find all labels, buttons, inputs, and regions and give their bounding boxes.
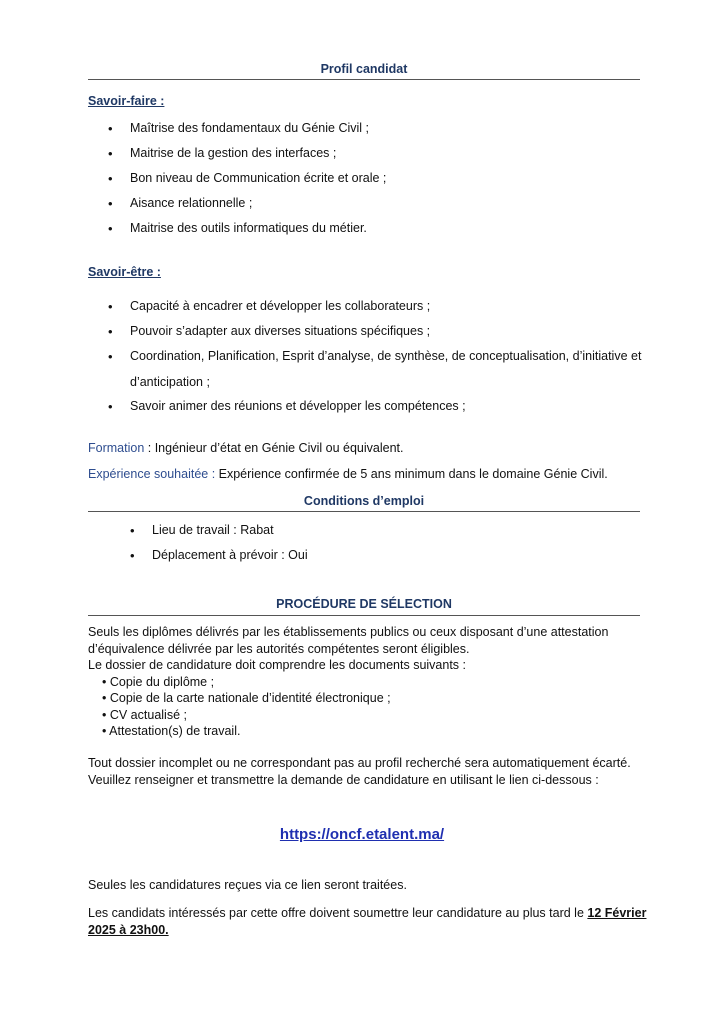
experience-value: Expérience confirmée de 5 ans minimum dans le domaine Génie Civil. <box>215 467 608 481</box>
profil-title: Profil candidat <box>320 62 408 76</box>
deadline-prefix: Les candidats intéressés par cette offre doivent soumettre leur candidature au plus tard le <box>88 906 588 920</box>
paragraph-line: Le dossier de candidature doit comprendre les documents suivants : <box>88 658 466 672</box>
deadline-paragraph <box>88 905 648 938</box>
list-item: • Copie de la carte nationale d’identité électronique ; <box>102 691 391 705</box>
conditions-list <box>130 518 308 568</box>
procedure-rule <box>88 615 640 616</box>
savoir-etre-list <box>108 294 641 369</box>
list-item: • Bon niveau de Communication écrite et orale ; <box>108 166 386 191</box>
list-item: • Maitrise de la gestion des interfaces ; <box>108 141 386 166</box>
application-link[interactable]: https://oncf.etalent.ma/ <box>279 826 445 843</box>
experience-line <box>88 467 608 481</box>
experience-label: Expérience souhaitée : <box>88 467 216 481</box>
formation-value: : Ingénieur d’état en Génie Civil ou équivalent. <box>144 441 404 455</box>
deadline-date: 12 Février <box>587 906 647 920</box>
list-item: • Aisance relationnelle ; <box>108 191 386 216</box>
procedure-title: PROCÉDURE DE SÉLECTION <box>276 597 452 611</box>
procedure-paragraph-2 <box>88 755 648 788</box>
list-item: • Coordination, Planification, Esprit d’analyse, de synthèse, de conceptualisation, d’initiative et <box>108 344 641 369</box>
conditions-rule <box>88 511 640 512</box>
deadline-time: 2025 à 23h00. <box>88 922 169 937</box>
list-item: • Pouvoir s’adapter aux diverses situations spécifiques ; <box>108 319 641 344</box>
paragraph-line: Tout dossier incomplet ou ne correspondant pas au profil recherché sera automatiquement écarté. <box>88 756 631 770</box>
savoir-etre-list-end <box>108 394 466 419</box>
list-item: • Maîtrise des fondamentaux du Génie Civil ; <box>108 116 386 141</box>
list-item: • Déplacement à prévoir : Oui <box>130 543 308 568</box>
note-line: Seules les candidatures reçues via ce lien seront traitées. <box>88 878 407 892</box>
list-item: • Lieu de travail : Rabat <box>130 518 308 543</box>
paragraph-line: Seuls les diplômes délivrés par les établissements publics ou ceux disposant d’une attestation <box>88 625 609 639</box>
procedure-paragraph-1 <box>88 624 648 740</box>
documents-list <box>88 674 648 740</box>
paragraph-line: d’équivalence délivrée par les autorités compétentes seront éligibles. <box>88 641 470 656</box>
savoir-etre-continuation: d’anticipation ; <box>130 375 210 389</box>
profil-rule <box>88 79 640 80</box>
paragraph-line: Veuillez renseigner et transmettre la demande de candidature en utilisant le lien ci-dessous : <box>88 772 599 787</box>
savoir-faire-heading: Savoir-faire : <box>88 94 165 108</box>
list-item: • Maitrise des outils informatiques du métier. <box>108 216 386 241</box>
formation-label: Formation <box>88 441 145 455</box>
savoir-faire-list <box>108 116 386 241</box>
list-item: • CV actualisé ; <box>102 707 187 722</box>
list-item: • Capacité à encadrer et développer les collaborateurs ; <box>108 294 641 319</box>
conditions-title: Conditions d’emploi <box>303 494 425 508</box>
list-item: • Attestation(s) de travail. <box>102 724 241 738</box>
list-item: • Savoir animer des réunions et développer les compétences ; <box>108 394 466 419</box>
savoir-etre-heading: Savoir-être : <box>88 265 161 279</box>
formation-line <box>88 441 403 455</box>
list-item: • Copie du diplôme ; <box>102 674 215 689</box>
